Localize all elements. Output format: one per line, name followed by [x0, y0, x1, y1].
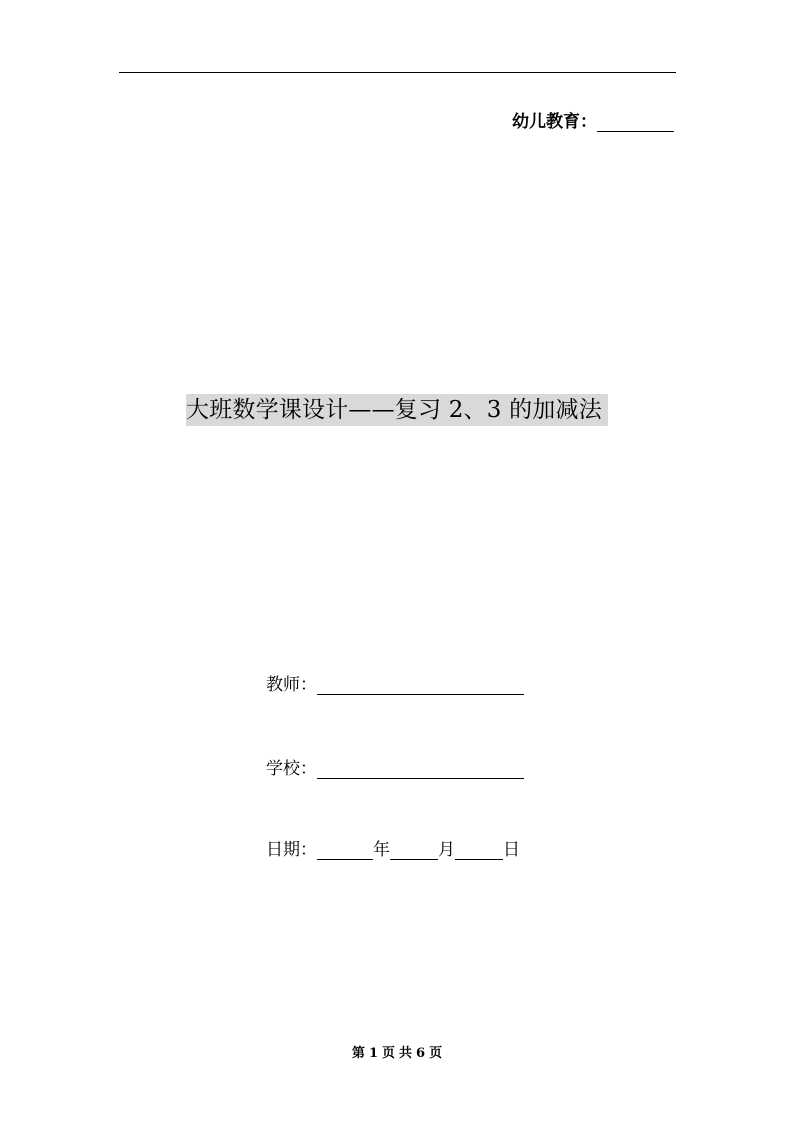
year-label: 年: [373, 840, 390, 860]
teacher-blank[interactable]: [317, 676, 524, 695]
category-blank[interactable]: [597, 113, 674, 132]
day-blank[interactable]: [455, 841, 503, 860]
school-field: [266, 754, 524, 779]
date-label: 日期：: [266, 840, 317, 860]
footer-current-page: 1: [368, 1046, 378, 1061]
document-title: 大班数学课设计——复习 2、3 的加减法: [186, 394, 608, 426]
footer-page-word: 页: [381, 1046, 395, 1061]
school-label: 学校：: [266, 759, 317, 779]
category-label: 幼儿教育：: [512, 112, 597, 132]
teacher-label: 教师：: [266, 675, 317, 695]
day-label: 日: [503, 840, 520, 860]
footer-total-suffix: 页: [429, 1046, 443, 1061]
footer-total-prefix: 共: [399, 1046, 413, 1061]
footer-prefix: 第: [351, 1046, 365, 1061]
page-footer: [0, 1042, 794, 1061]
month-blank[interactable]: [390, 841, 438, 860]
category-line: [512, 107, 674, 132]
header-rule: [119, 72, 676, 73]
school-blank[interactable]: [317, 760, 524, 779]
footer-total-pages: 6: [416, 1046, 426, 1061]
year-blank[interactable]: [317, 841, 373, 860]
teacher-field: [266, 670, 524, 695]
date-field: [266, 835, 520, 860]
month-label: 月: [438, 840, 455, 860]
